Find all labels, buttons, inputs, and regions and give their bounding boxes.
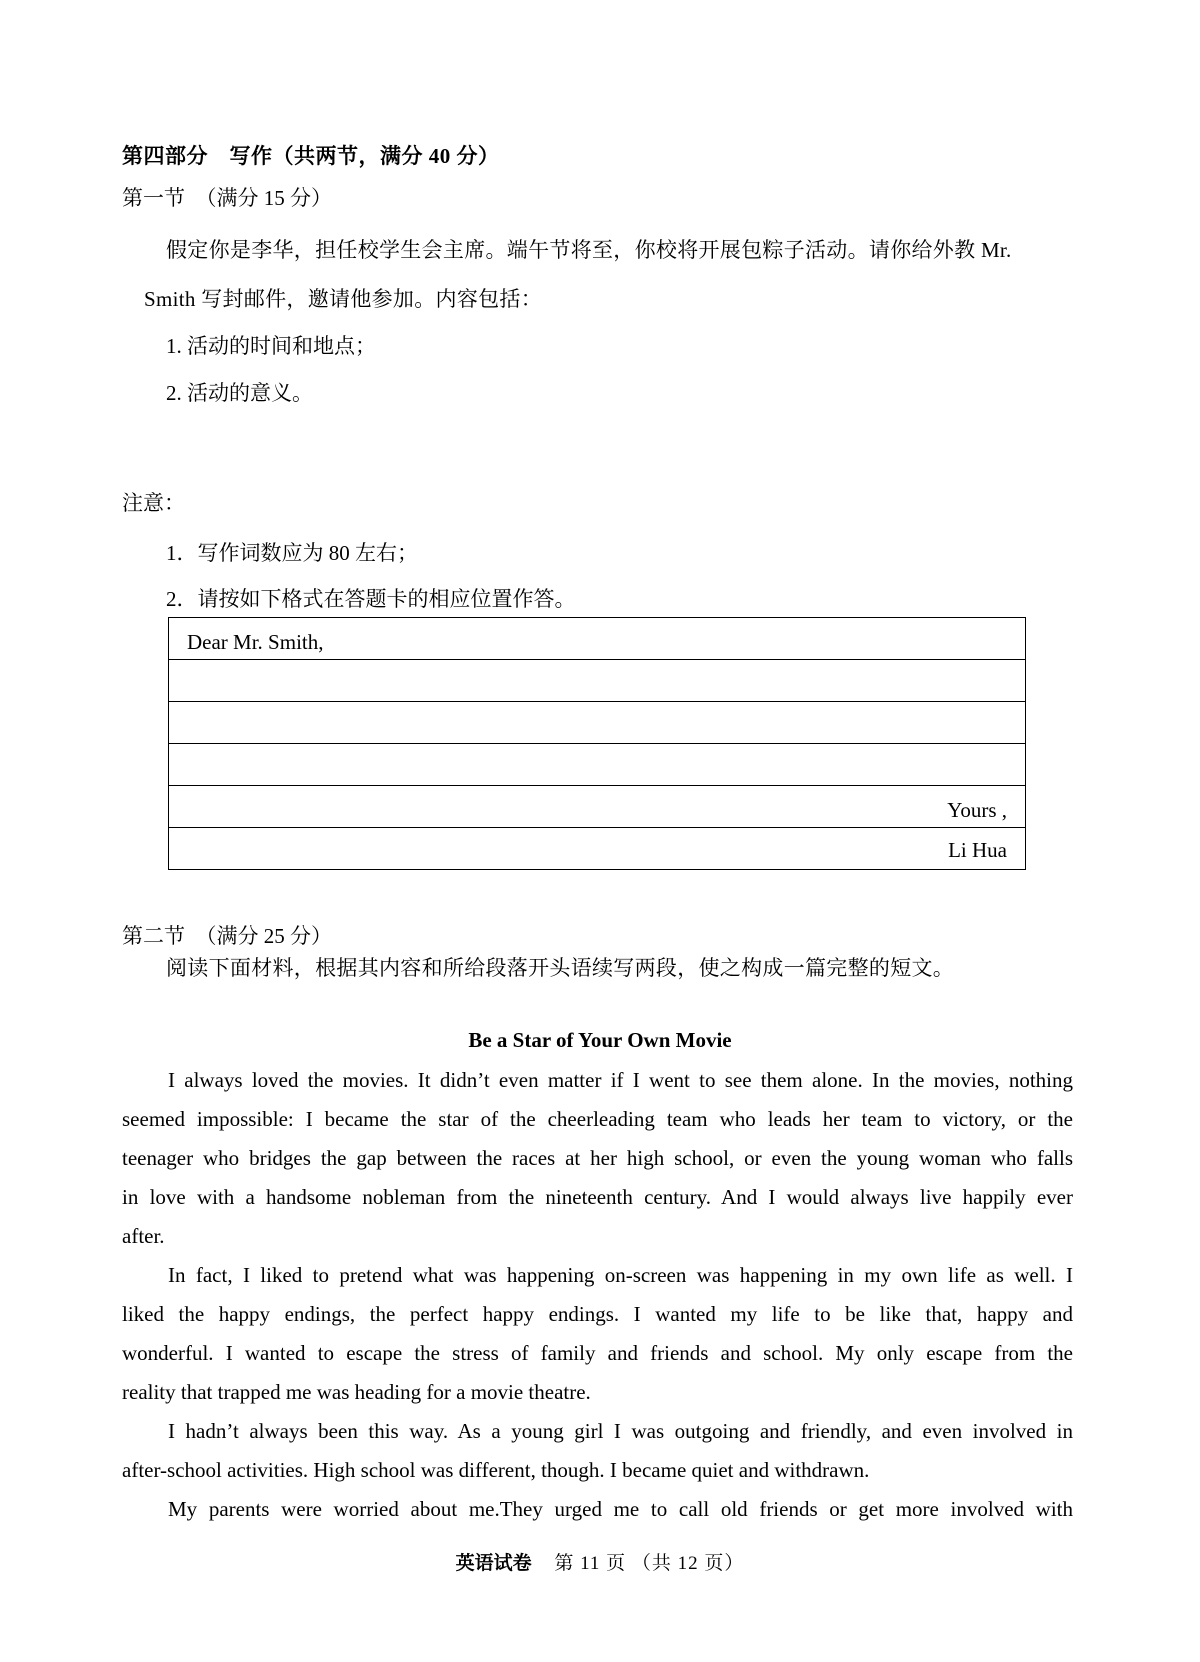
story-line: wonderful. I wanted to escape the stress of family and friends and school. My only escape from the <box>122 1341 1073 1365</box>
task-item-2: 2. 活动的意义。 <box>166 381 313 405</box>
story-line: In fact, I liked to pretend what was happening on-screen was happening in my own life as well. I <box>168 1263 1073 1287</box>
story-line: in love with a handsome nobleman from the nineteenth century. And I would always live happily ever <box>122 1185 1073 1209</box>
letter-row-greeting <box>169 618 1025 660</box>
task-item-1: 1. 活动的时间和地点； <box>166 334 376 358</box>
letter-format-box <box>168 617 1026 870</box>
story-line: liked the happy endings, the perfect happy endings. I wanted my life to be like that, happy and <box>122 1302 1073 1326</box>
task-text-line1: 假定你是李华，担任校学生会主席。端午节将至，你校将开展包粽子活动。请你给外教 Mr. <box>166 238 1012 262</box>
part-title: 第四部分 写作（共两节，满分 40 分） <box>122 144 500 168</box>
letter-row-blank <box>169 702 1025 744</box>
footer-subject: 英语试卷 <box>455 1553 532 1574</box>
section1-title: 第一节 （满分 15 分） <box>122 186 332 210</box>
story-line: after-school activities. High school was different, though. I became quiet and withdrawn. <box>122 1458 870 1482</box>
note-title: 注意： <box>122 491 185 515</box>
story-line: My parents were worried about me.They urged me to call old friends or get more involved with <box>168 1497 1073 1521</box>
letter-greeting: Dear Mr. Smith, <box>187 630 324 654</box>
task-text-line2: Smith 写封邮件，邀请他参加。内容包括： <box>144 287 543 311</box>
letter-row-closing <box>169 786 1025 828</box>
story-line: I hadn’t always been this way. As a young girl I was outgoing and friendly, and even involved in <box>168 1419 1073 1443</box>
footer-page-number: 第 11 页 （共 12 页） <box>554 1553 745 1574</box>
section2-instruction: 阅读下面材料，根据其内容和所给段落开头语续写两段，使之构成一篇完整的短文。 <box>166 956 955 980</box>
note-item-2: 2．请按如下格式在答题卡的相应位置作答。 <box>166 587 576 611</box>
story-title: Be a Star of Your Own Movie <box>468 1028 732 1052</box>
story-line: teenager who bridges the gap between the races at her high school, or even the young woman who falls <box>122 1146 1073 1170</box>
letter-row-blank <box>169 660 1025 702</box>
story-line: after. <box>122 1224 165 1248</box>
page-footer <box>0 1548 1200 1575</box>
letter-row-blank <box>169 744 1025 786</box>
letter-signature: Li Hua <box>948 838 1007 862</box>
story-line: reality that trapped me was heading for a movie theatre. <box>122 1380 591 1404</box>
story-line: seemed impossible: I became the star of the cheerleading team who leads her team to victory, or the <box>122 1107 1073 1131</box>
note-item-1: 1．写作词数应为 80 左右； <box>166 541 418 565</box>
section2-title: 第二节 （满分 25 分） <box>122 924 332 948</box>
story-line: I always loved the movies. It didn’t even matter if I went to see them alone. In the movies, nothing <box>168 1068 1073 1092</box>
letter-closing: Yours , <box>947 798 1007 822</box>
letter-row-signature <box>169 828 1025 870</box>
